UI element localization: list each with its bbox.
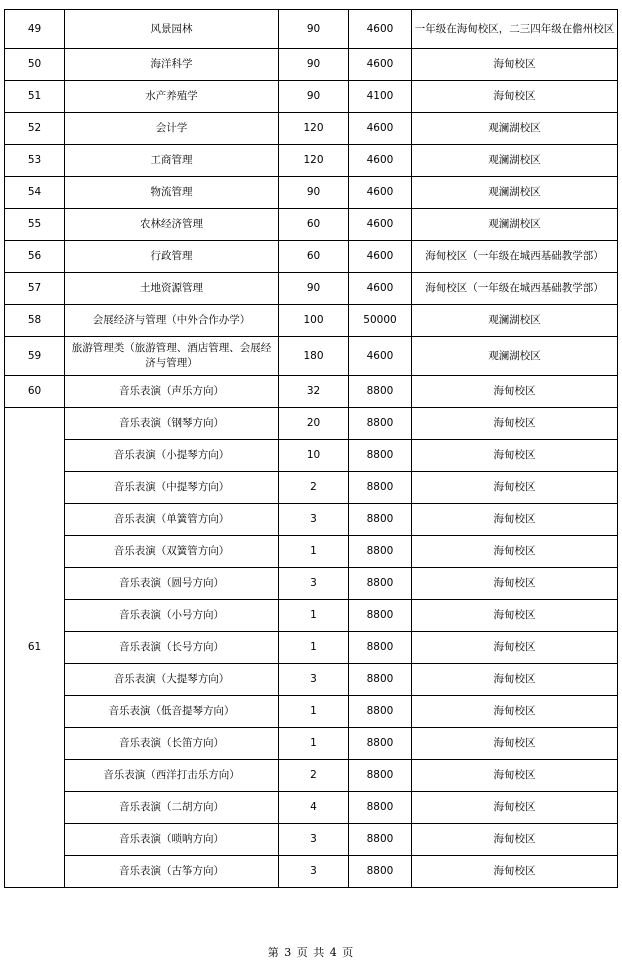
plan-count-cell: 1 (279, 632, 349, 664)
plan-count-cell: 1 (279, 696, 349, 728)
tuition-fee-cell: 8800 (349, 568, 412, 600)
table-row (5, 728, 618, 760)
campus-cell: 海甸校区 (412, 856, 618, 888)
tuition-fee-cell: 4600 (349, 49, 412, 81)
plan-count-cell: 60 (279, 209, 349, 241)
major-name-cell: 物流管理 (65, 177, 279, 209)
row-number-cell: 50 (5, 49, 65, 81)
plan-count-cell: 2 (279, 760, 349, 792)
major-name-cell: 音乐表演（小提琴方向） (65, 440, 279, 472)
campus-cell: 海甸校区 (412, 696, 618, 728)
campus-cell: 一年级在海甸校区，二三四年级在儋州校区 (412, 10, 618, 49)
campus-cell: 海甸校区 (412, 536, 618, 568)
table-row (5, 568, 618, 600)
table-row (5, 696, 618, 728)
tuition-fee-cell: 4600 (349, 177, 412, 209)
table-row (5, 440, 618, 472)
major-name-cell: 音乐表演（二胡方向） (65, 792, 279, 824)
table-row (5, 337, 618, 376)
table-row (5, 664, 618, 696)
table-row (5, 472, 618, 504)
tuition-fee-cell: 8800 (349, 792, 412, 824)
major-name-cell: 音乐表演（唢呐方向） (65, 824, 279, 856)
major-name-cell: 音乐表演（单簧管方向） (65, 504, 279, 536)
major-name-cell: 音乐表演（小号方向） (65, 600, 279, 632)
tuition-fee-cell: 8800 (349, 472, 412, 504)
plan-count-cell: 1 (279, 728, 349, 760)
table-row (5, 305, 618, 337)
row-number-cell: 52 (5, 113, 65, 145)
campus-cell: 海甸校区 (412, 728, 618, 760)
major-name-cell: 行政管理 (65, 241, 279, 273)
tuition-fee-cell: 4600 (349, 241, 412, 273)
table-row (5, 209, 618, 241)
campus-cell: 海甸校区（一年级在城西基础教学部） (412, 241, 618, 273)
tuition-fee-cell: 8800 (349, 728, 412, 760)
row-number-cell: 57 (5, 273, 65, 305)
campus-cell: 海甸校区 (412, 440, 618, 472)
table-row (5, 792, 618, 824)
table-row (5, 81, 618, 113)
major-name-cell: 音乐表演（古筝方向） (65, 856, 279, 888)
tuition-fee-cell: 8800 (349, 408, 412, 440)
major-name-cell: 旅游管理类（旅游管理、酒店管理、会展经济与管理） (65, 337, 279, 376)
major-name-cell: 音乐表演（大提琴方向） (65, 664, 279, 696)
row-number-cell: 59 (5, 337, 65, 376)
campus-cell: 海甸校区 (412, 49, 618, 81)
plan-count-cell: 180 (279, 337, 349, 376)
row-number-cell: 49 (5, 10, 65, 49)
campus-cell: 海甸校区 (412, 600, 618, 632)
major-name-cell: 音乐表演（长笛方向） (65, 728, 279, 760)
table-row (5, 376, 618, 408)
major-name-cell: 音乐表演（中提琴方向） (65, 472, 279, 504)
row-number-cell: 55 (5, 209, 65, 241)
table-row (5, 632, 618, 664)
table-row (5, 145, 618, 177)
campus-cell: 观澜湖校区 (412, 209, 618, 241)
page-footer: 第 3 页 共 4 页 (267, 946, 355, 959)
major-name-cell: 音乐表演（西洋打击乐方向） (65, 760, 279, 792)
campus-cell: 海甸校区 (412, 664, 618, 696)
campus-cell: 海甸校区 (412, 472, 618, 504)
major-name-cell: 海洋科学 (65, 49, 279, 81)
plan-count-cell: 90 (279, 81, 349, 113)
plan-count-cell: 60 (279, 241, 349, 273)
plan-count-cell: 4 (279, 792, 349, 824)
plan-count-cell: 90 (279, 10, 349, 49)
major-name-cell: 音乐表演（钢琴方向） (65, 408, 279, 440)
campus-cell: 海甸校区 (412, 81, 618, 113)
tuition-fee-cell: 8800 (349, 760, 412, 792)
plan-count-cell: 3 (279, 856, 349, 888)
tuition-fee-cell: 4600 (349, 113, 412, 145)
row-number-cell: 61 (5, 408, 65, 888)
plan-count-cell: 120 (279, 145, 349, 177)
campus-cell: 观澜湖校区 (412, 337, 618, 376)
major-name-cell: 工商管理 (65, 145, 279, 177)
major-name-cell: 水产养殖学 (65, 81, 279, 113)
major-name-cell: 音乐表演（长号方向） (65, 632, 279, 664)
plan-count-cell: 3 (279, 568, 349, 600)
row-number-cell: 60 (5, 376, 65, 408)
major-name-cell: 农林经济管理 (65, 209, 279, 241)
campus-cell: 观澜湖校区 (412, 177, 618, 209)
tuition-fee-cell: 8800 (349, 664, 412, 696)
tuition-fee-cell: 8800 (349, 504, 412, 536)
table-row (5, 824, 618, 856)
major-name-cell: 音乐表演（双簧管方向） (65, 536, 279, 568)
table-row (5, 49, 618, 81)
tuition-fee-cell: 4600 (349, 10, 412, 49)
row-number-cell: 56 (5, 241, 65, 273)
major-name-cell: 音乐表演（声乐方向） (65, 376, 279, 408)
major-name-cell: 土地资源管理 (65, 273, 279, 305)
campus-cell: 海甸校区 (412, 824, 618, 856)
campus-cell: 海甸校区 (412, 632, 618, 664)
tuition-fee-cell: 50000 (349, 305, 412, 337)
tuition-fee-cell: 4600 (349, 337, 412, 376)
plan-count-cell: 100 (279, 305, 349, 337)
table-row (5, 113, 618, 145)
plan-count-cell: 90 (279, 273, 349, 305)
tuition-fee-cell: 8800 (349, 376, 412, 408)
plan-count-cell: 1 (279, 600, 349, 632)
row-number-cell: 51 (5, 81, 65, 113)
campus-cell: 海甸校区（一年级在城西基础教学部） (412, 273, 618, 305)
campus-cell: 海甸校区 (412, 568, 618, 600)
tuition-fee-cell: 8800 (349, 824, 412, 856)
plan-count-cell: 1 (279, 536, 349, 568)
table-row (5, 536, 618, 568)
row-number-cell: 53 (5, 145, 65, 177)
plan-count-cell: 10 (279, 440, 349, 472)
plan-count-cell: 90 (279, 49, 349, 81)
table-row (5, 760, 618, 792)
campus-cell: 海甸校区 (412, 376, 618, 408)
table-row (5, 177, 618, 209)
plan-count-cell: 120 (279, 113, 349, 145)
row-number-cell: 58 (5, 305, 65, 337)
tuition-fee-cell: 8800 (349, 440, 412, 472)
tuition-fee-cell: 4600 (349, 273, 412, 305)
tuition-fee-cell: 4100 (349, 81, 412, 113)
table-row (5, 856, 618, 888)
campus-cell: 海甸校区 (412, 408, 618, 440)
campus-cell: 观澜湖校区 (412, 113, 618, 145)
major-name-cell: 音乐表演（圆号方向） (65, 568, 279, 600)
major-name-cell: 风景园林 (65, 10, 279, 49)
major-name-cell: 音乐表演（低音提琴方向） (65, 696, 279, 728)
tuition-fee-cell: 4600 (349, 145, 412, 177)
table-row (5, 10, 618, 49)
plan-count-cell: 32 (279, 376, 349, 408)
table-row (5, 241, 618, 273)
plan-count-cell: 90 (279, 177, 349, 209)
tuition-fee-cell: 8800 (349, 696, 412, 728)
tuition-fee-cell: 8800 (349, 536, 412, 568)
table-row (5, 408, 618, 440)
tuition-fee-cell: 8800 (349, 632, 412, 664)
table-row (5, 504, 618, 536)
tuition-fee-cell: 4600 (349, 209, 412, 241)
major-name-cell: 会展经济与管理（中外合作办学） (65, 305, 279, 337)
campus-cell: 海甸校区 (412, 504, 618, 536)
tuition-fee-cell: 8800 (349, 856, 412, 888)
campus-cell: 海甸校区 (412, 760, 618, 792)
plan-count-cell: 2 (279, 472, 349, 504)
plan-count-cell: 20 (279, 408, 349, 440)
plan-count-cell: 3 (279, 664, 349, 696)
row-number-cell: 54 (5, 177, 65, 209)
plan-count-cell: 3 (279, 504, 349, 536)
campus-cell: 观澜湖校区 (412, 305, 618, 337)
table-row (5, 600, 618, 632)
tuition-fee-cell: 8800 (349, 600, 412, 632)
table-row (5, 273, 618, 305)
major-name-cell: 会计学 (65, 113, 279, 145)
campus-cell: 观澜湖校区 (412, 145, 618, 177)
plan-count-cell: 3 (279, 824, 349, 856)
enrollment-table (4, 9, 618, 888)
campus-cell: 海甸校区 (412, 792, 618, 824)
